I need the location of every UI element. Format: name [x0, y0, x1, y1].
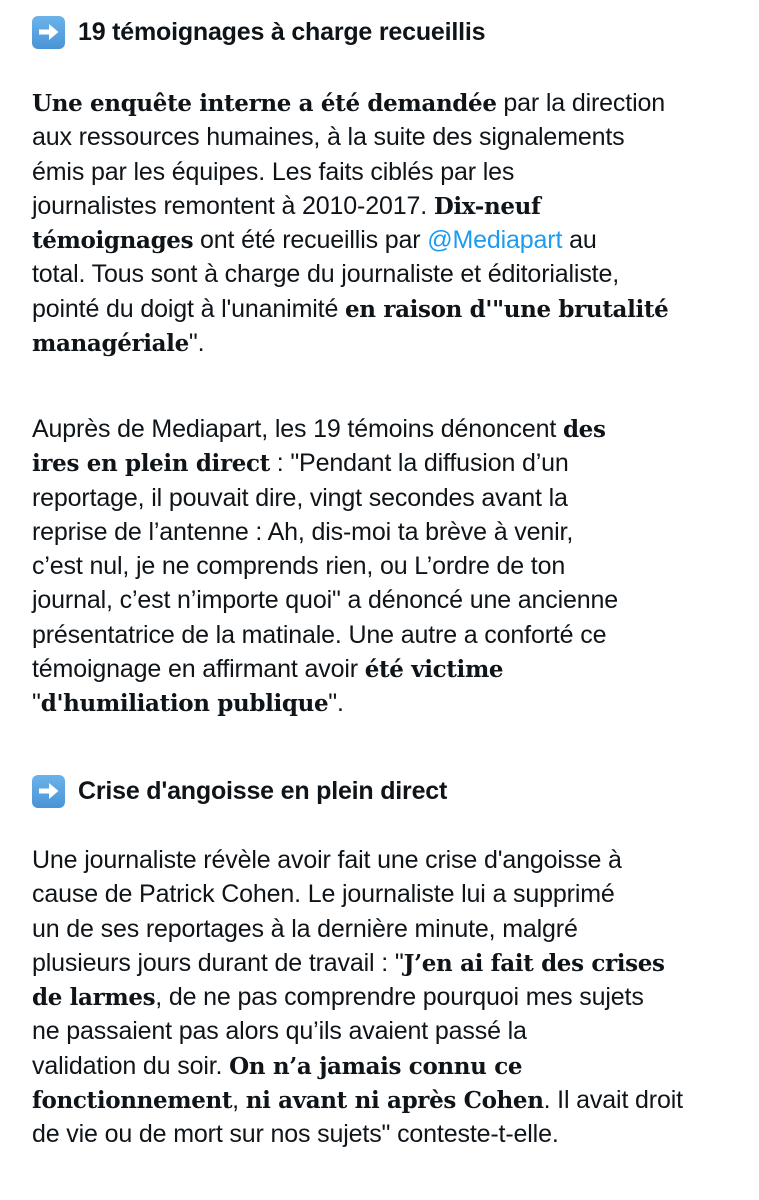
section-heading-text: Crise d'angoisse en plein direct [78, 776, 448, 805]
bold-text: ires en plein direct [32, 450, 270, 478]
text-line: émis par les équipes. Les faits ciblés par les [32, 157, 515, 186]
text: par la direction [496, 89, 665, 117]
text-line: total. Tous sont à charge du journaliste et éditorialiste, [32, 260, 620, 289]
text-line [32, 189, 668, 223]
text-line [32, 292, 668, 326]
text-line: c’est nul, je ne comprends rien, ou L’ordre de ton [32, 552, 566, 581]
text-line: ne passaient pas alors qu’ils avaient passé la [32, 1017, 527, 1046]
text-line [32, 946, 683, 980]
text: témoignage en affirmant avoir [32, 655, 365, 684]
text-line: présentatrice de la matinale. Une autre a conforté ce [32, 620, 607, 649]
text-line: reprise de l’antenne : Ah, dis-moi ta brève à venir, [32, 517, 574, 546]
bold-text: Dix-neuf [433, 192, 541, 220]
paragraph [32, 412, 618, 721]
text: , de ne pas comprendre pourquoi mes sujets [155, 983, 644, 1012]
text: pointé du doigt à l'unanimité [32, 294, 345, 323]
text: ". [188, 329, 205, 358]
paragraph [32, 843, 683, 1152]
text: " [32, 689, 41, 718]
text-line [32, 652, 618, 686]
text-line: journal, c’est n’importe quoi" a dénoncé une ancienne [32, 586, 619, 615]
bold-text: On n’a jamais connu ce [229, 1052, 523, 1080]
bold-text: de larmes [32, 984, 156, 1012]
right-arrow-emoji-icon [32, 16, 65, 49]
text: ont été recueillis par [193, 226, 428, 255]
mention-link[interactable]: @Mediapart [427, 226, 563, 255]
text: plusieurs jours durant de travail : " [32, 948, 404, 977]
bold-text: Une enquête interne a été demandée [32, 90, 497, 117]
right-arrow-emoji-icon [32, 775, 65, 808]
text: : "Pendant la diffusion d’un [269, 449, 569, 478]
text-line: aux ressources humaines, à la suite des signalements [32, 123, 625, 152]
section-heading-text: 19 témoignages à charge recueillis [78, 17, 486, 46]
text: au [562, 226, 597, 255]
text: journalistes remontent à 2010-2017. [32, 191, 434, 220]
text: . Il avait droit [543, 1086, 683, 1115]
bold-text: en raison d'"une brutalité [345, 295, 669, 323]
text-line [32, 686, 618, 720]
bold-text: d'humiliation publique [40, 690, 329, 718]
text: validation du soir. [32, 1051, 230, 1080]
text-line [32, 446, 618, 480]
text: , [232, 1086, 246, 1115]
text-line [32, 86, 668, 120]
section-heading [32, 14, 485, 50]
text-line: reportage, il pouvait dire, vingt secondes avant la [32, 483, 568, 512]
bold-text: managériale [32, 330, 189, 358]
text: ". [328, 689, 344, 718]
paragraph [32, 86, 668, 360]
bold-text: ni avant ni après Cohen [245, 1087, 544, 1115]
text-line [32, 223, 668, 257]
bold-text: J’en ai fait des crises [403, 949, 665, 977]
text-line [32, 412, 618, 446]
text: Auprès de Mediapart, les 19 témoins dénoncent [32, 415, 563, 443]
text-line: cause de Patrick Cohen. Le journaliste lui a supprimé [32, 880, 615, 909]
text-line: un de ses reportages à la dernière minute, malgré [32, 914, 578, 943]
text-line: Une journaliste révèle avoir fait une crise d'angoisse à [32, 846, 622, 874]
text-line: de vie ou de mort sur nos sujets" conteste-t-elle. [32, 1120, 559, 1149]
bold-text: des [562, 416, 606, 443]
text-line [32, 1083, 683, 1117]
text-line [32, 1049, 683, 1083]
section-heading [32, 773, 447, 809]
bold-text: été victime [364, 656, 504, 684]
text-line [32, 980, 683, 1014]
text-line [32, 326, 668, 360]
bold-text: témoignages [32, 227, 194, 255]
bold-text: fonctionnement [32, 1087, 233, 1115]
